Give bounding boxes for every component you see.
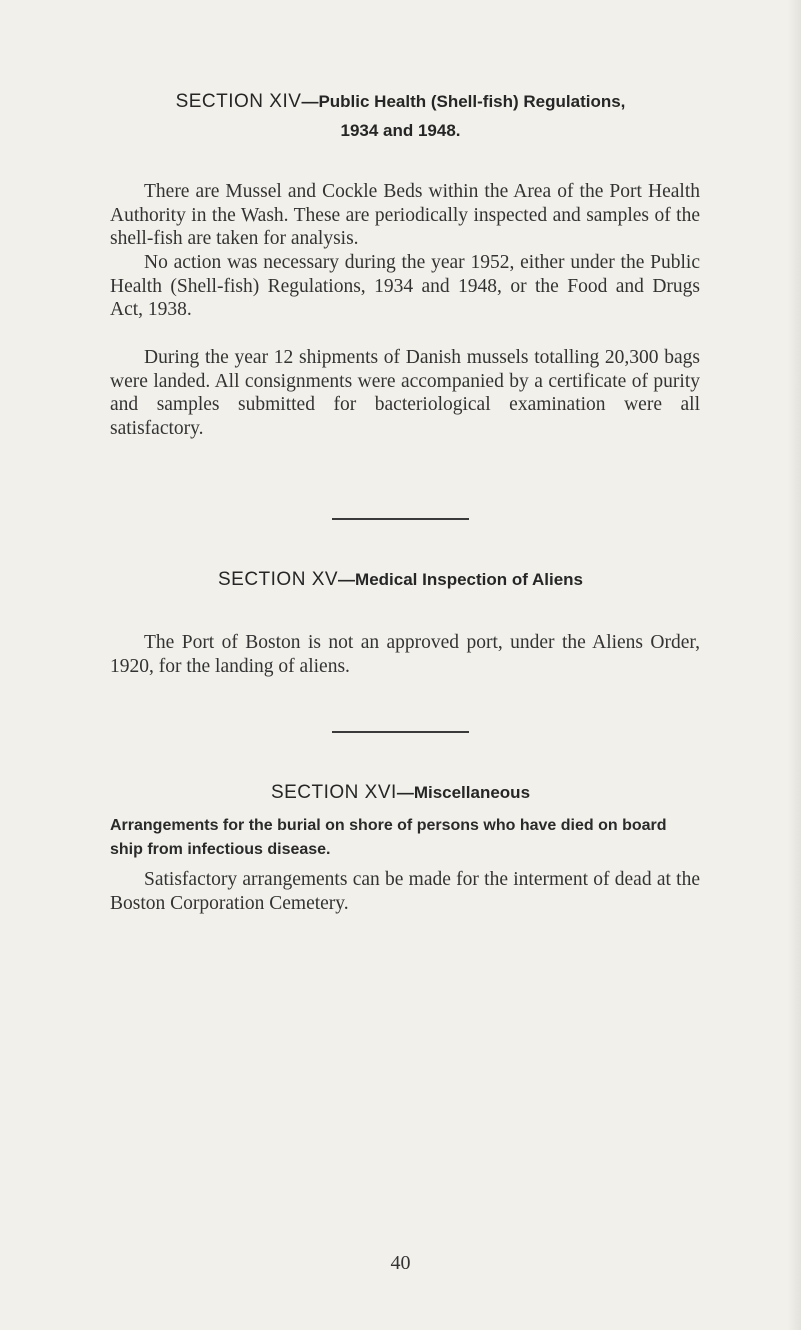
- section-15-heading: [0, 566, 801, 595]
- page-number: 40: [390, 1252, 411, 1274]
- section-14-paragraph-2: No action was necessary during the year 1952, either under the Public Health (Shell-fish) Regulations, 1934 and 1948, or the Food and Drugs Act, 1938.: [110, 252, 700, 320]
- section-14-title-line2: 1934 and 1948.: [340, 121, 461, 140]
- page-edge-shadow: [787, 0, 801, 1330]
- section-16-number: SECTION XVI: [270, 782, 397, 803]
- section-15-title: —Medical Inspection of Aliens: [338, 570, 584, 589]
- section-14-paragraph-3: During the year 12 shipments of Danish mussels totalling 20,300 bags were landed. All consignments were accompanied by a certificate of purity and samples submitted for bacteriological examination were all satisfactory.: [110, 347, 700, 439]
- section-15-paragraph-1: The Port of Boston is not an approved port, under the Aliens Order, 1920, for the landing of aliens.: [110, 632, 700, 677]
- section-16-paragraph-1: Satisfactory arrangements can be made for the interment of dead at the Boston Corporation Cemetery.: [110, 869, 700, 914]
- section-16-title: —Miscellaneous: [396, 783, 531, 802]
- section-16-heading: [0, 779, 801, 808]
- section-14-heading: [0, 88, 801, 145]
- section-15-number: SECTION XV: [217, 569, 339, 590]
- section-14-paragraph-1: There are Mussel and Cockle Beds within the Area of the Port Health Authority in the Wash. These are periodically inspected and samples of the shell-fish are taken for analysis.: [110, 181, 700, 249]
- section-14-title-line1: —Public Health (Shell-fish) Regulations,: [301, 92, 626, 111]
- section-divider-1: [332, 518, 469, 520]
- section-16-subheading: Arrangements for the burial on shore of persons who have died on board ship from infectious disease.: [110, 817, 667, 858]
- section-14-number: SECTION XIV: [175, 91, 302, 112]
- section-divider-2: [332, 731, 469, 733]
